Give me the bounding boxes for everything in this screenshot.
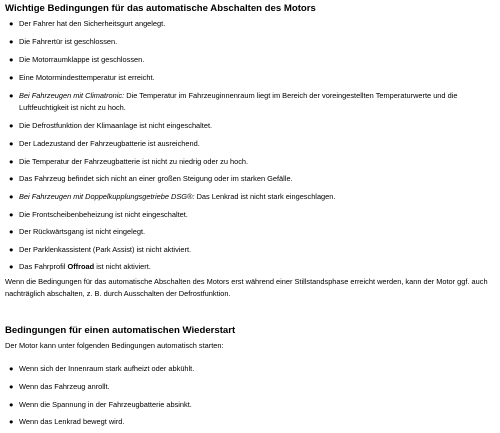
list-item-text: Der Fahrer hat den Sicherheitsgurt angelegt. bbox=[19, 19, 166, 28]
list-item-text: Wenn die Spannung in der Fahrzeugbatterie absinkt. bbox=[19, 400, 192, 409]
list-item-text: Der Parklenkassistent (Park Assist) ist nicht aktiviert. bbox=[19, 245, 192, 254]
bullet-icon: ● bbox=[9, 364, 14, 373]
vehicle-variant-label: Bei Fahrzeugen mit Climatronic: bbox=[19, 91, 125, 100]
bullet-icon: ● bbox=[9, 157, 14, 166]
bullet-icon: ● bbox=[9, 73, 14, 82]
bullet-icon: ● bbox=[9, 210, 14, 219]
list-item bbox=[9, 226, 493, 238]
list-item bbox=[9, 36, 493, 48]
bullet-icon: ● bbox=[9, 400, 14, 409]
list-item bbox=[9, 363, 493, 375]
bullet-icon: ● bbox=[9, 174, 14, 183]
list-item-text: Wenn das Lenkrad bewegt wird. bbox=[19, 417, 125, 426]
list-item bbox=[9, 381, 493, 393]
list-item-body: Das Fahrprofil bbox=[19, 262, 68, 271]
bullet-icon: ● bbox=[9, 37, 14, 46]
list-item bbox=[9, 416, 493, 428]
intro-paragraph: Der Motor kann unter folgenden Bedingungen automatisch starten: bbox=[5, 341, 224, 350]
list-item-text: Der Rückwärtsgang ist nicht eingelegt. bbox=[19, 227, 146, 236]
list-item bbox=[9, 209, 493, 221]
list-item-text: Die Fahrertür ist geschlossen. bbox=[19, 37, 118, 46]
bullet-icon: ● bbox=[9, 417, 14, 426]
list-item-text: Der Ladezustand der Fahrzeugbatterie ist ausreichend. bbox=[19, 139, 200, 148]
list-item-body: Das Lenkrad ist nicht stark eingeschlagen. bbox=[194, 192, 336, 201]
list-item bbox=[9, 138, 493, 150]
list-item bbox=[9, 90, 493, 114]
list-item bbox=[9, 156, 493, 168]
list-item-text: Wenn das Fahrzeug anrollt. bbox=[19, 382, 110, 391]
drive-profile-name: Offroad bbox=[67, 262, 95, 271]
list-item bbox=[9, 244, 493, 256]
note-paragraph: Wenn die Bedingungen für das automatische Abschalten des Motors erst während einer Stillstandsphase erreicht werden, kann der Motor ggf. auch nachträglich abschalten, z. B. durch Ausschalten der Defrostfunktion. bbox=[5, 277, 488, 298]
list-item-body: Die Temperatur im Fahrzeuginnenraum liegt im Bereich der voreingestellten Temperaturwerte und die Luftfeuchtigkeit ist nicht zu hoch. bbox=[19, 91, 458, 112]
list-item-text bbox=[19, 90, 493, 114]
vehicle-variant-label: Bei Fahrzeugen mit Doppelkupplungsgetriebe DSG®: bbox=[19, 192, 195, 201]
bullet-icon: ● bbox=[9, 262, 14, 271]
list-item bbox=[9, 120, 493, 132]
list-item-text: Die Temperatur der Fahrzeugbatterie ist nicht zu niedrig oder zu hoch. bbox=[19, 157, 249, 166]
list-item bbox=[9, 18, 493, 30]
list-item-text bbox=[19, 191, 493, 203]
list-item-text: Eine Motormindesttemperatur ist erreicht. bbox=[19, 73, 155, 82]
section-title-restart-conditions: Bedingungen für einen automatischen Wiederstart bbox=[5, 325, 236, 336]
bullet-icon: ● bbox=[9, 139, 14, 148]
bullet-icon: ● bbox=[9, 382, 14, 391]
list-item bbox=[9, 261, 493, 273]
list-item-text: Das Fahrzeug befindet sich nicht an einer großen Steigung oder im starken Gefälle. bbox=[19, 174, 293, 183]
list-item-text: Die Motorraumklappe ist geschlossen. bbox=[19, 55, 145, 64]
list-item-text: Die Defrostfunktion der Klimaanlage ist nicht eingeschaltet. bbox=[19, 121, 213, 130]
list-item bbox=[9, 54, 493, 66]
bullet-icon: ● bbox=[9, 245, 14, 254]
list-item bbox=[9, 72, 493, 84]
bullet-icon: ● bbox=[9, 192, 14, 201]
section-title-shutdown-conditions: Wichtige Bedingungen für das automatische Abschalten des Motors bbox=[5, 3, 316, 14]
list-item bbox=[9, 191, 493, 203]
bullet-icon: ● bbox=[9, 227, 14, 236]
list-item-text bbox=[19, 261, 493, 273]
bullet-icon: ● bbox=[9, 55, 14, 64]
bullet-icon: ● bbox=[9, 91, 14, 100]
list-item-body: ist nicht aktiviert. bbox=[94, 262, 151, 271]
bullet-icon: ● bbox=[9, 19, 14, 28]
list-item-text: Die Frontscheibenbeheizung ist nicht eingeschaltet. bbox=[19, 210, 188, 219]
list-item bbox=[9, 399, 493, 411]
bullet-icon: ● bbox=[9, 121, 14, 130]
list-item bbox=[9, 173, 493, 185]
list-item-text: Wenn sich der Innenraum stark aufheizt oder abkühlt. bbox=[19, 364, 195, 373]
